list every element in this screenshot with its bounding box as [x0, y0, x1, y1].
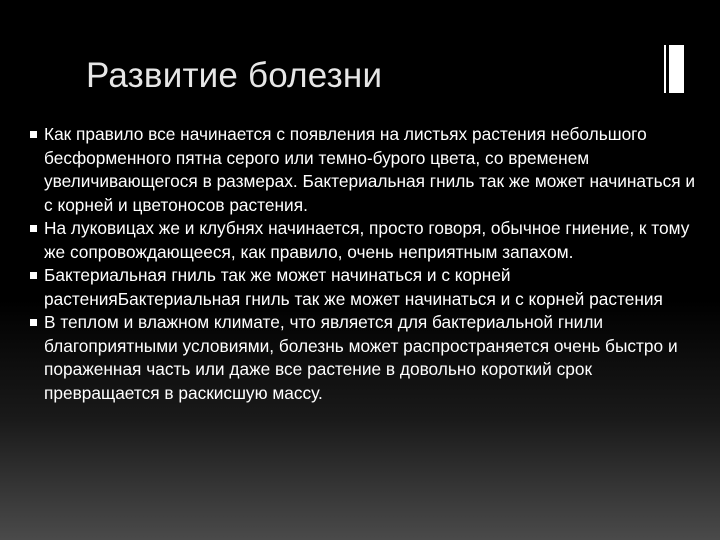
bullet-item	[30, 311, 705, 405]
bullet-item	[30, 264, 705, 311]
square-bullet-icon	[30, 319, 37, 326]
bullet-text: В теплом и влажном климате, что является для бактериальной гнили благоприятными условиями, болезнь может распространяется очень быстро и пораженная часть или даже все растение в довольно короткий срок превращается в раскисшую массу.	[44, 312, 678, 403]
vertical-bars-decoration-icon	[664, 45, 684, 93]
bullet-item	[30, 217, 705, 264]
square-bullet-icon	[30, 272, 37, 279]
bullet-item	[30, 123, 705, 217]
bullet-text: Бактериальная гниль так же может начинаться и с корней растенияБактериальная гниль так же может начинаться и с корней растения	[44, 265, 663, 309]
square-bullet-icon	[30, 131, 37, 138]
slide-title: Развитие болезни	[86, 56, 383, 95]
square-bullet-icon	[30, 225, 37, 232]
decoration-thick-bar	[669, 45, 684, 93]
bullet-text: Как правило все начинается с появления на листьях растения небольшого бесформенного пятна серого или темно-бурого цвета, со временем увеличивающегося в размерах. Бактериальная гниль так же может начинаться и с корней и цветоносов растения.	[44, 124, 696, 215]
decoration-thin-bar	[664, 45, 666, 93]
bullet-text: На луковицах же и клубнях начинается, просто говоря, обычное гниение, к тому же сопровождающееся, как правило, очень неприятным запахом.	[44, 218, 690, 262]
bullet-list	[30, 123, 705, 405]
